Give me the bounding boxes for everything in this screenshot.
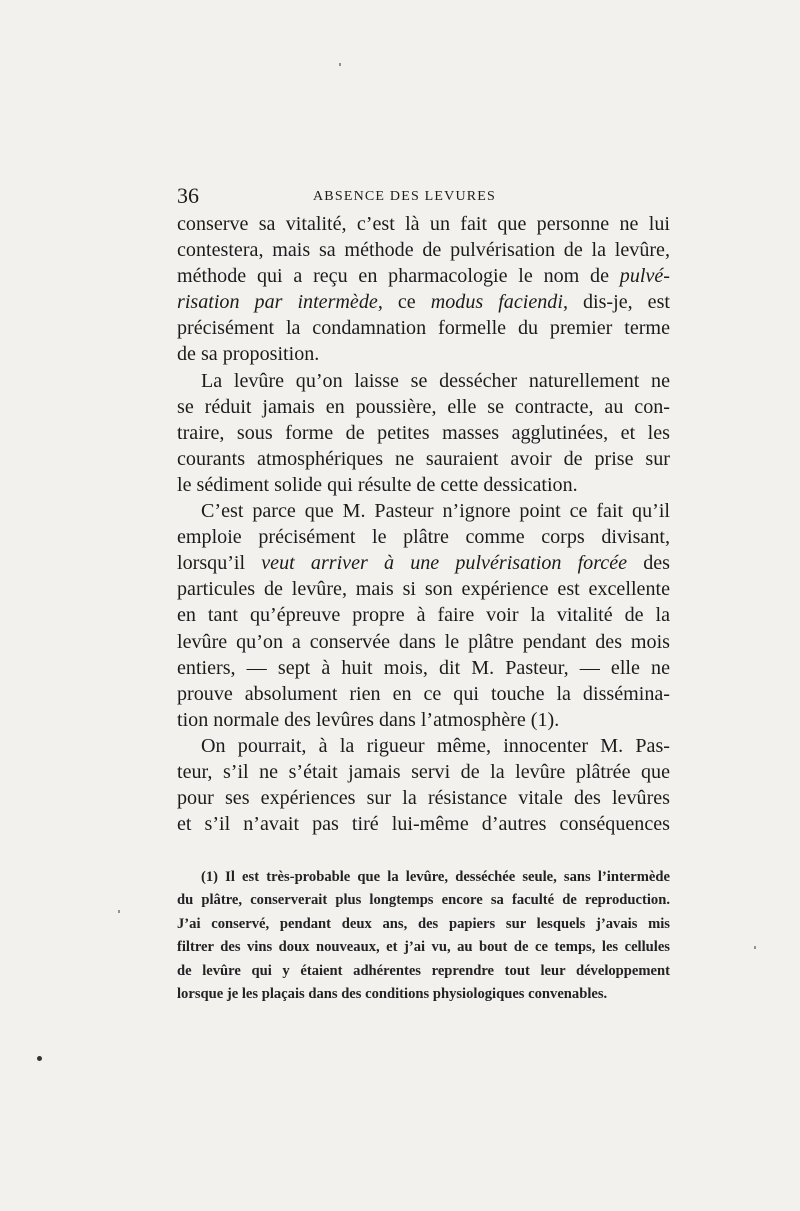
footnote-line: lorsque je les plaçais dans des conditions physiologiques convenables. [177,985,608,1002]
footnote-line: (1) Il est très-probable que la levûre, desséchée seule, sans l’intermède [201,869,670,885]
text-line: lorsqu’il veut arriver à une pulvérisation forcée des [177,552,670,575]
text-line: La levûre qu’on laisse se dessécher naturellement ne [201,369,670,392]
text-line: teur, s’il ne s’était jamais servi de la levûre plâtrée que [177,760,670,783]
text-line: C’est parce que M. Pasteur n’ignore point ce fait qu’il [201,500,670,523]
body-text [177,211,670,837]
text-line: traire, sous forme de petites masses agglutinées, et les [177,421,670,444]
text-line: conserve sa vitalité, c’est là un fait que personne ne lui [177,213,670,235]
text-line: pour ses expériences sur la résistance vitale des levûres [177,787,670,810]
text-line: contestera, mais sa méthode de pulvérisation de la levûre, [177,239,670,262]
text-line: risation par intermède, ce modus faciendi, dis-je, est [177,291,670,314]
margin-ink-dot [37,1056,42,1061]
page-number: 36 [177,183,199,208]
text-line: prouve absolument rien en ce qui touche la dissémina- [177,682,670,705]
running-head: ABSENCE DES LEVURES [313,189,497,204]
footnote-line: de levûre qui y étaient adhérentes reprendre tout leur développement [177,962,670,979]
text-line: et s’il n’avait pas tiré lui-même d’autres conséquences [177,813,670,836]
footnote [177,866,670,1006]
text-line: levûre qu’on a conservée dans le plâtre pendant des mois [177,630,670,653]
page-header [177,183,670,209]
text-line: emploie précisément le plâtre comme corps divisant, [177,526,670,549]
text-line: entiers, — sept à huit mois, dit M. Pasteur, — elle ne [177,656,670,679]
text-line: courants atmosphériques ne sauraient avoir de prise sur [177,447,670,470]
footnote-line: filtrer des vins doux nouveaux, et j’ai vu, au bout de ce temps, les cellules [177,939,670,956]
text-line: le sédiment solide qui résulte de cette dessication. [177,473,578,496]
paper-speck [339,63,341,66]
text-line: de sa proposition. [177,343,320,366]
text-line: précisément la condamnation formelle du premier terme [177,317,670,340]
text-line: particules de levûre, mais si son expérience est excellente [177,578,670,601]
text-line: se réduit jamais en poussière, elle se contracte, au con- [177,395,670,418]
footnote-line: du plâtre, conserverait plus longtemps encore sa faculté de reproduction. [177,892,670,909]
text-line: On pourrait, à la rigueur même, innocenter M. Pas- [201,734,670,757]
paper-speck [754,946,756,949]
text-line: en tant qu’épreuve propre à faire voir la vitalité de la [177,604,670,627]
text-line: méthode qui a reçu en pharmacologie le nom de pulvé- [177,265,670,288]
paper-speck [118,910,120,913]
text-line: tion normale des levûres dans l’atmosphère (1). [177,708,560,731]
footnote-line: J’ai conservé, pendant deux ans, des papiers sur lesquels j’avais mis [177,915,670,932]
